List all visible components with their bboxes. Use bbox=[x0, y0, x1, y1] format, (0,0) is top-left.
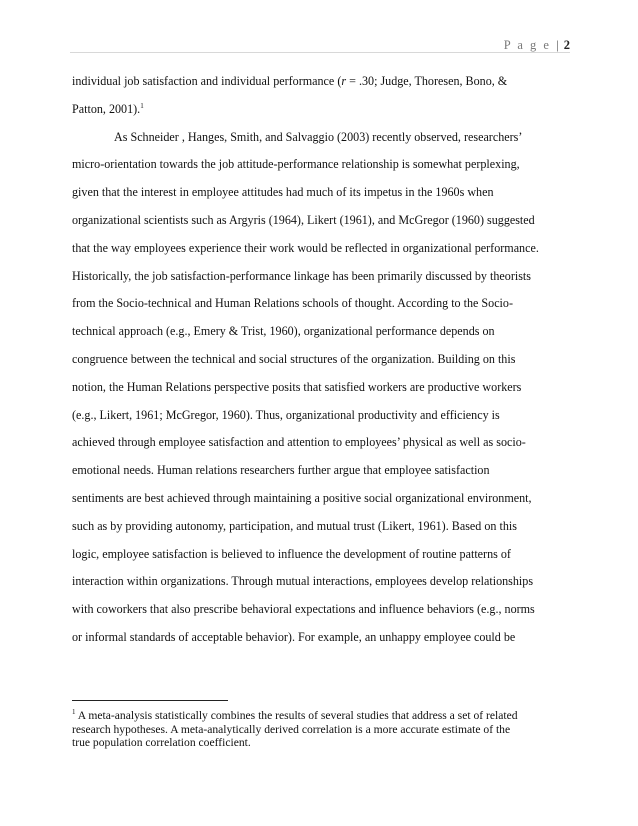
body-line bbox=[72, 96, 572, 124]
body-line: micro-orientation towards the job attitude-performance relationship is somewhat perplexing, bbox=[72, 157, 520, 172]
body-line: sentiments are best achieved through maintaining a positive social organizational environment, bbox=[72, 490, 532, 505]
body-line: notion, the Human Relations perspective posits that satisfied workers are productive workers bbox=[72, 379, 522, 394]
body-line bbox=[72, 68, 572, 96]
body-line: given that the interest in employee attitudes had much of its impetus in the 1960s when bbox=[72, 185, 494, 200]
body-line: that the way employees experience their work would be reflected in organizational performance. bbox=[72, 240, 539, 255]
body-line: such as by providing autonomy, participation, and mutual trust (Likert, 1961). Based on this bbox=[72, 518, 517, 533]
footnote-line: research hypotheses. A meta-analytically derived correlation is a more accurate estimate of the bbox=[72, 722, 511, 736]
body-line: emotional needs. Human relations researchers further argue that employee satisfaction bbox=[72, 463, 490, 478]
text-run: = .30; Judge, Thoresen, Bono, & bbox=[346, 74, 508, 88]
footnote-rule bbox=[72, 700, 228, 701]
body-line: Historically, the job satisfaction-performance linkage has been primarily discussed by theorists bbox=[72, 268, 531, 283]
body-line: interaction within organizations. Through mutual interactions, employees develop relationships bbox=[72, 574, 534, 589]
footnote-text: A meta-analysis statistically combines the results of several studies that address a set of related bbox=[77, 709, 518, 722]
page-number: 2 bbox=[563, 38, 570, 52]
body-line: achieved through employee satisfaction and attention to employees’ physical as well as socio- bbox=[72, 435, 526, 450]
body-line: organizational scientists such as Argyris (1964), Likert (1961), and McGregor (1960) suggested bbox=[72, 212, 535, 227]
text-run: Patton, 2001). bbox=[72, 101, 141, 116]
body-line: congruence between the technical and social structures of the organization. Building on this bbox=[72, 351, 516, 366]
body-line: with coworkers that also prescribe behavioral expectations and influence behaviors (e.g., norms bbox=[72, 602, 535, 617]
footnote bbox=[72, 709, 552, 750]
paragraph-start-line: As Schneider , Hanges, Smith, and Salvaggio (2003) recently observed, researchers’ bbox=[114, 129, 523, 144]
body-line: technical approach (e.g., Emery & Trist, 1960), organizational performance depends on bbox=[72, 324, 495, 339]
footnote-reference[interactable]: 1 bbox=[140, 101, 144, 110]
body-text bbox=[72, 68, 572, 652]
footnote-line bbox=[72, 709, 552, 723]
header-separator: | bbox=[556, 38, 559, 52]
body-line: (e.g., Likert, 1961; McGregor, 1960). Thus, organizational productivity and efficiency is bbox=[72, 407, 500, 422]
page-header bbox=[504, 38, 570, 53]
body-line: logic, employee satisfaction is believed to influence the development of routine patterns of bbox=[72, 546, 511, 561]
header-rule bbox=[70, 52, 570, 53]
body-line: or informal standards of acceptable behavior). For example, an unhappy employee could be bbox=[72, 629, 516, 644]
page-label: P a g e bbox=[503, 38, 551, 52]
footnote-marker: 1 bbox=[72, 708, 76, 716]
body-line: from the Socio-technical and Human Relations schools of thought. According to the Socio- bbox=[72, 296, 513, 311]
footnote-line: true population correlation coefficient. bbox=[72, 736, 251, 750]
text-run: individual job satisfaction and individual performance ( bbox=[72, 74, 342, 88]
statistic-symbol: r bbox=[341, 74, 347, 88]
